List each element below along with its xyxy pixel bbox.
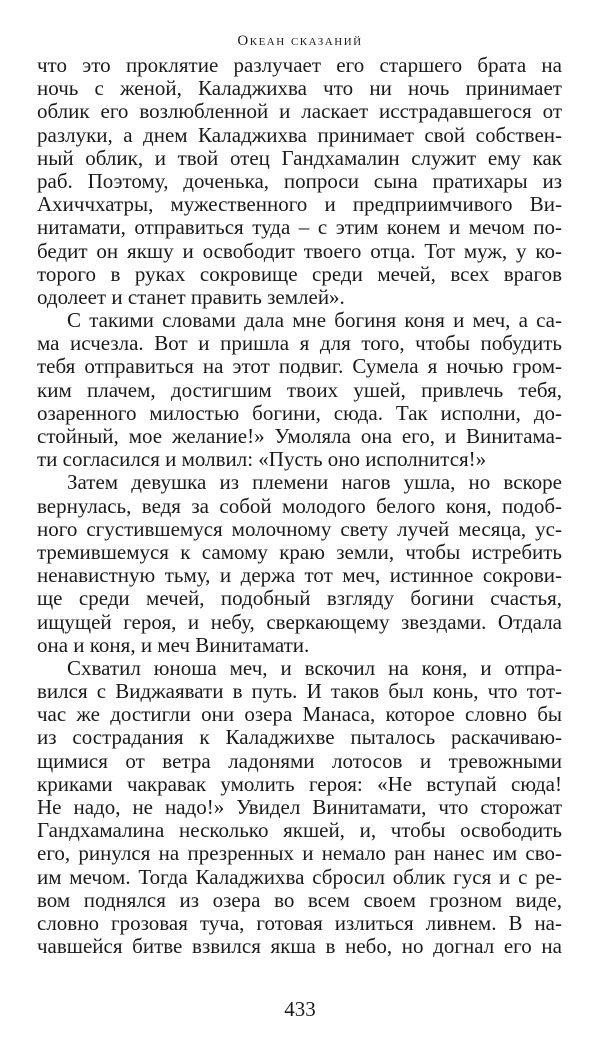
- text-line: Затем девушка из племени нагов ушла, но вскоре: [67, 470, 562, 495]
- text-line: словно грозовая туча, готовая излиться ливнем. В на-: [37, 910, 562, 935]
- text-line: вернулась, ведя за собой молодого белого коня, подоб-: [37, 493, 562, 518]
- text-line: одолеет и станет править землей».: [37, 284, 345, 309]
- text-line: Не надо, не надо!» Увидел Винитамати, что сторожат: [37, 795, 562, 819]
- paragraph: [37, 657, 562, 958]
- page-body: [37, 54, 562, 958]
- text-line: вом поднялся из озера во всем своем грозном виде,: [37, 887, 562, 912]
- text-line: Схватил юноша меч, и вскочил на коня, и отпра-: [67, 655, 562, 680]
- running-header: Океан сказаний: [237, 33, 363, 49]
- text-line: вился с Виджаявати в путь. И таков был конь, что тот-: [37, 679, 562, 704]
- text-line: ким плачем, достигшим твоих ушей, привлечь тебя,: [37, 377, 562, 402]
- text-line: раб. Поэтому, доченька, попроси сына пратихары из: [37, 168, 562, 193]
- text-line: чавшейся битве взвился якша в небо, но догнал его на: [37, 934, 562, 959]
- text-line: Ахиччхатры, мужественного и предприимчивого Ви-: [37, 192, 562, 217]
- text-line: ма исчезла. Вот и пришла я для того, чтобы побудить: [37, 331, 562, 356]
- text-line: ти согласился и молвил: «Пусть оно исполнится!»: [37, 447, 487, 472]
- text-line: час же достигли они озера Манаса, которое словно бы: [37, 702, 562, 727]
- text-line: из сострадания к Каладжихве пыталось раскачиваю-: [37, 725, 562, 750]
- text-line: разлуки, а днем Каладжихва принимает свой собствен-: [37, 122, 562, 147]
- text-line: криками чакравак умолить героя: «Не вступай сюда!: [37, 771, 562, 796]
- text-line: озаренного милостью богини, сюда. Так исполни, до-: [37, 400, 562, 425]
- text-line: С такими словами дала мне богиня коня и меч, а са-: [67, 308, 562, 333]
- text-line: ный облик, и твой отец Гандхамалин служит ему как: [37, 145, 562, 170]
- text-line: ночь с женой, Каладжихва что ни ночь принимает: [37, 76, 562, 101]
- text-line: что это проклятие разлучает его старшего брата на: [37, 53, 562, 77]
- text-line: им мечом. Тогда Каладжихва сбросил облик гуся и с ре-: [37, 864, 562, 889]
- text-line: ищущей героя, и небу, сверкающему звездами. Отдала: [37, 609, 562, 634]
- text-line: облик его возлюбленной и ласкает исстрадавшегося от: [37, 99, 562, 124]
- paragraph: [37, 471, 562, 657]
- text-line: стойный, мое желание!» Умоляла она его, и Винитама-: [37, 424, 562, 448]
- text-line: бедит он якшу и освободит твоего отца. Тот муж, у ко-: [37, 238, 562, 263]
- text-line: тебя отправиться на этот подвиг. Сумела я ночью гром-: [37, 354, 562, 379]
- text-line: ненавистную тьму, и держа тот меч, истинное сокрови-: [37, 563, 562, 588]
- paragraph: [37, 54, 562, 309]
- text-line: она и коня, и меч Винитамати.: [37, 632, 310, 657]
- text-line: Гандхамалина несколько якшей, и, чтобы освободить: [37, 818, 562, 843]
- text-line: тремившемуся к самому краю земли, чтобы истребить: [37, 539, 562, 564]
- text-line: ще среди мечей, подобный взгляду богини счастья,: [37, 586, 562, 611]
- page-number: 433: [284, 997, 316, 1021]
- text-line: торого в руках сокровище среди мечей, всех врагов: [37, 261, 562, 286]
- text-line: его, ринулся на презренных и немало ран нанес им сво-: [37, 841, 562, 866]
- text-line: ного сгустившемуся молочному свету лучей месяца, ус-: [37, 516, 562, 541]
- text-line: нитамати, отправиться туда – с этим конем и мечом по-: [37, 215, 562, 240]
- text-line: щимися от ветра ладонями лотосов и тревожными: [37, 748, 562, 773]
- paragraph: [37, 309, 562, 471]
